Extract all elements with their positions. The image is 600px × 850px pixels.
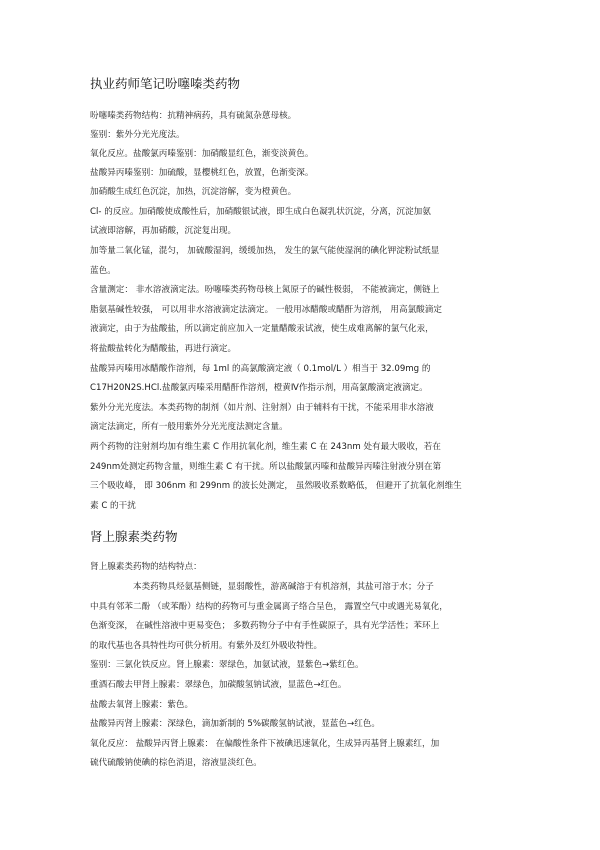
section2-line-3: 中具有邻苯二酚 （或苯酚）结构的药物可与重金属离子络合呈色， 露置空气中或遇光易氧化，: [90, 602, 448, 612]
section1-line-16: 紫外分光光度法。本类药物的制剂（如片剂、注射剂）由于辅料有干扰，不能采用非水溶液: [90, 403, 434, 413]
section1-line-19: 249nm处测定药物含量，则维生素 C 有干扰。所以盐酸氯丙嗪和盐酸异丙嗪注射液分别在第: [90, 462, 442, 472]
section2-line-10: 氧化反应： 盐酸异丙肾上腺素： 在偏酸性条件下被碘迅速氧化，生成异丙基肾上腺素红，加: [90, 739, 440, 749]
section1-line-1: 吩噻嗪类药物结构：抗精神病药，具有硫氮杂蒽母核。: [90, 111, 297, 121]
section2-line-9: 盐酸异丙肾上腺素：深绿色，滴加新制的 5%碳酸氢钠试液，显蓝色→红色。: [90, 719, 380, 729]
section1-title: 执业药师笔记吩噻嗪类药物: [90, 76, 241, 91]
section1-line-7: 试液即溶解，再加硝酸，沉淀复出现。: [90, 226, 237, 236]
section2-line-1: 肾上腺素类药物的结构特点：: [90, 562, 202, 572]
section1-line-18: 两个药物的注射剂均加有维生素 C 作用抗氧化剂，维生素 C 在 243nm 处有最大吸收，若在: [90, 442, 441, 452]
section2-title: 肾上腺素类药物: [90, 529, 178, 544]
section2-line-8: 盐酸去氧肾上腺素：紫色。: [90, 700, 194, 710]
section1-line-12: 液滴定，由于为盐酸盐，所以滴定前应加入一定量醋酸汞试液，使生成难离解的氯气化汞，: [90, 324, 434, 334]
section1-line-8: 加等量二氧化锰，混匀， 加硫酸湿润，缓缓加热， 发生的氯气能使湿润的碘化钾淀粉试纸显: [90, 246, 440, 256]
section2-line-6: 鉴别：三氯化铁反应。肾上腺素：翠绿色，加氨试液，显紫色→紫红色。: [90, 660, 364, 670]
section1-line-17: 滴定法滴定，所有一般用紫外分光光度法测定含量。: [90, 422, 288, 432]
section1-line-13: 将盐酸盐转化为醋酸盐，再进行滴定。: [90, 344, 237, 354]
section1-line-9: 蓝色。: [90, 266, 116, 276]
section1-line-5: 加硝酸生成红色沉淀，加热，沉淀溶解，变为橙黄色。: [90, 187, 297, 197]
section1-line-20: 三个吸收峰， 即 306nm 和 299nm 的波长处测定， 虽然吸收系数略低， 但避开了抗氧化剂维生: [90, 481, 462, 491]
section1-line-14: 盐酸异丙嗪用冰醋酸作溶剂，每 1ml 的高氯酸滴定液（ 0.1mol/L ）相当于 32.09mg 的: [90, 364, 431, 374]
section2-line-11: 硫代硫酸钠使碘的棕色消退，溶液显淡红色。: [90, 758, 262, 768]
section1-line-4: 盐酸异丙嗪鉴别：加硫酸，显樱桃红色，放置，色渐变深。: [90, 168, 314, 178]
section1-line-15: C17H20N2S.HCl.盐酸氯丙嗪采用醋酐作溶剂，橙黄Ⅳ作指示剂，用高氯酸滴定液滴定。: [90, 383, 428, 393]
section1-line-21: 素 C 的干扰: [90, 501, 136, 511]
section2-line-4: 色渐变深， 在碱性溶液中更易变色； 多数药物分子中有手性碳原子，具有光学活性；苯环上: [90, 621, 440, 631]
section2-line-7: 重酒石酸去甲肾上腺素：翠绿色，加碳酸氢钠试液，显蓝色→红色。: [90, 680, 347, 690]
section1-line-11: 脂氨基碱性较强， 可以用非水溶液滴定法滴定。 一般用冰醋酸或醋酐为溶剂， 用高氯酸滴定: [90, 305, 442, 315]
section1-line-3: 氧化反应。盐酸氯丙嗪鉴别：加硝酸显红色，渐变淡黄色。: [90, 149, 314, 159]
section2-line-5: 的取代基也各具特性均可供分析用。有紫外及红外吸收特性。: [90, 641, 323, 651]
section1-line-10: 含量测定： 非水溶液滴定法。吩噻嗪类药物母核上氮原子的碱性极弱， 不能被滴定，侧链上: [90, 285, 440, 295]
section1-line-2: 鉴别：紫外分光光度法。: [90, 130, 185, 140]
section1-line-6: Cl- 的反应。加硝酸使成酸性后，加硝酸银试液，即生成白色凝乳状沉淀，分离，沉淀加氨: [90, 207, 431, 217]
section2-line-2: 本类药物具烃氨基侧链，显弱酸性，游离碱溶于有机溶剂，其盐可溶于水；分子: [133, 582, 434, 592]
